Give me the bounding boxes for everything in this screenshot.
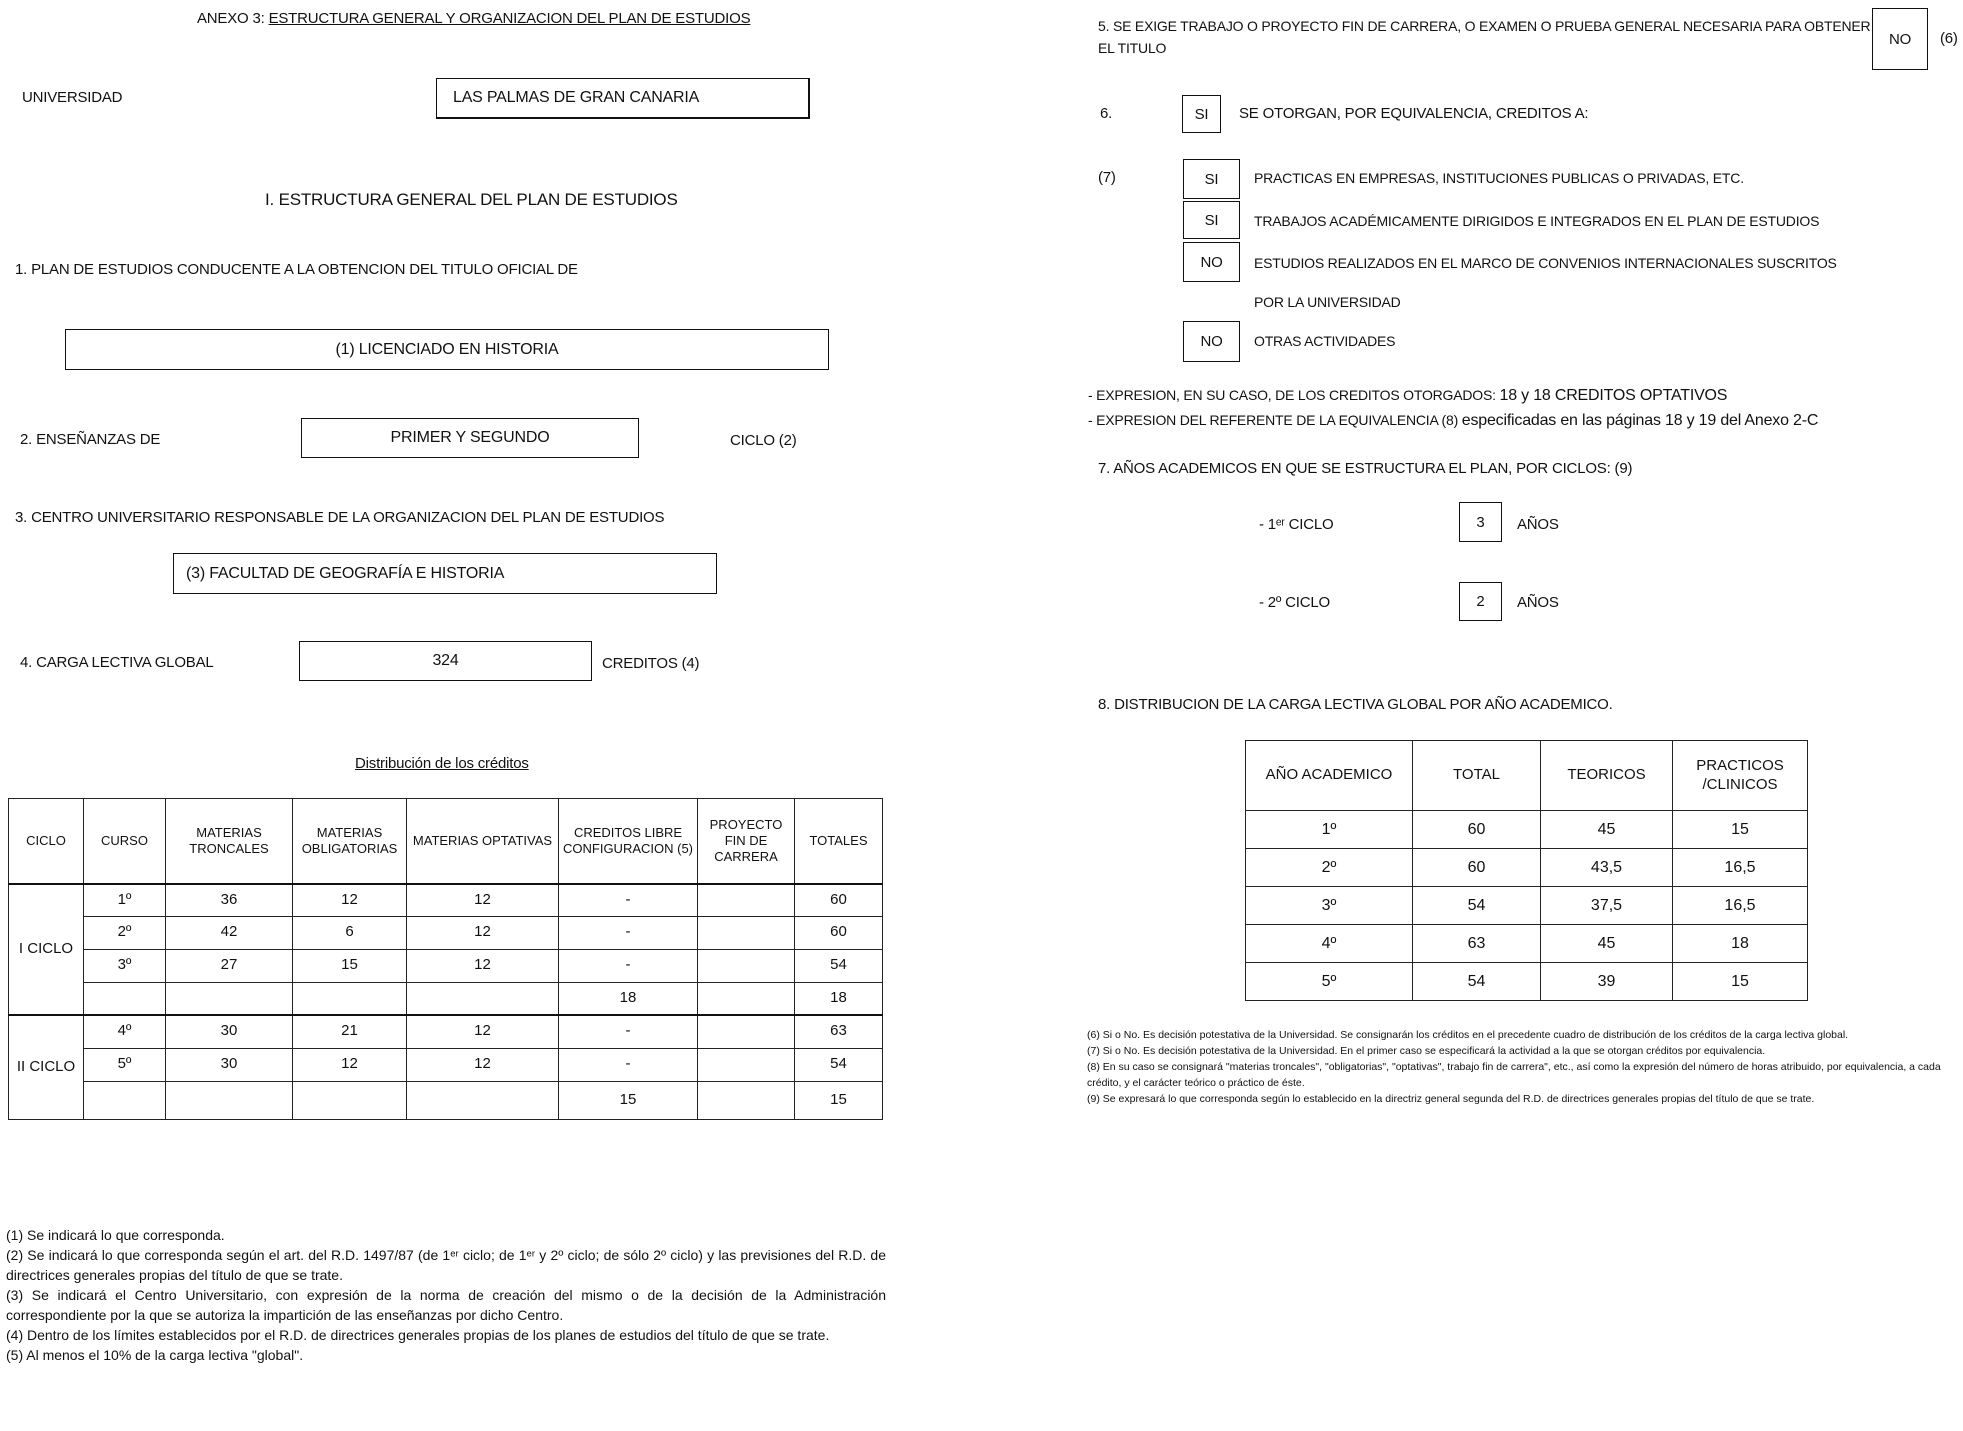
annex-title xyxy=(197,10,750,27)
table-row xyxy=(1246,887,1808,925)
table-row xyxy=(9,884,883,916)
footnote-3: (3) Se indicará el Centro Universitario, con expresión de la norma de creación del mismo o de la decisión de la Administración correspondiente por la que se autoriza la impartición de las enseñanzas por dicho Centro. xyxy=(6,1287,886,1323)
table-row xyxy=(9,916,883,949)
credits-field xyxy=(299,641,592,681)
item5-value-box xyxy=(1872,8,1928,70)
footnote-7: (7) Si o No. Es decisión potestativa de la Universidad. En el primer caso se especificará la actividad a la que se otorgan créditos por equivalencia. xyxy=(1087,1045,1766,1057)
proyecto-cell xyxy=(698,916,795,949)
item6-number: 6. xyxy=(1100,105,1113,122)
item4-suffix: CREDITOS (4) xyxy=(602,655,700,672)
troncales-cell: 42 xyxy=(166,916,293,949)
teoricos-cell: 45 xyxy=(1541,925,1673,963)
teoricos-cell: 39 xyxy=(1541,963,1673,1001)
cycle2-value: 2 xyxy=(1476,593,1485,610)
troncales-cell xyxy=(166,982,293,1015)
col-header-teoricos: TEORICOS xyxy=(1541,741,1673,811)
year-cell: 4º xyxy=(1246,925,1413,963)
col-header-obligatorias: MATERIAS OBLIGATORIAS xyxy=(293,799,407,885)
curso-cell xyxy=(84,1081,166,1119)
libre-cell: - xyxy=(559,1048,698,1081)
table-row xyxy=(1246,811,1808,849)
col-header-practicos: PRACTICOS /CLINICOS xyxy=(1673,741,1808,811)
section-title: I. ESTRUCTURA GENERAL DEL PLAN DE ESTUDIOS xyxy=(265,190,678,209)
teoricos-cell: 37,5 xyxy=(1541,887,1673,925)
col-header-year: AÑO ACADEMICO xyxy=(1246,741,1413,811)
option-3-value: NO xyxy=(1200,253,1223,271)
col-header-total: TOTAL xyxy=(1413,741,1541,811)
table-row xyxy=(9,1015,883,1048)
practicos-cell: 18 xyxy=(1673,925,1808,963)
totales-cell: 54 xyxy=(795,949,883,982)
credits-value: 324 xyxy=(432,652,459,669)
footnote-9: (9) Se expresará lo que corresponda según lo establecido en la directriz general segunda del R.D. de directrices generales propias del título de que se trate. xyxy=(1087,1093,1815,1105)
practicos-cell: 16,5 xyxy=(1673,887,1808,925)
totales-cell: 18 xyxy=(795,982,883,1015)
troncales-cell: 30 xyxy=(166,1048,293,1081)
cycles-field xyxy=(301,418,639,458)
proyecto-cell xyxy=(698,1048,795,1081)
footnote-4: (4) Dentro de los límites establecidos por el R.D. de directrices generales propias de los planes de estudios del título de que se trate. xyxy=(6,1327,830,1343)
distribution-title: Distribución de los créditos xyxy=(355,755,529,772)
proyecto-cell xyxy=(698,884,795,916)
obligatorias-cell: 15 xyxy=(293,949,407,982)
cycle1-value: 3 xyxy=(1476,513,1485,531)
proyecto-cell xyxy=(698,1015,795,1048)
troncales-cell: 30 xyxy=(166,1015,293,1048)
cycle1-box xyxy=(1459,502,1502,542)
troncales-cell: 36 xyxy=(166,884,293,916)
item5-note: (6) xyxy=(1940,30,1958,47)
curso-cell: 2º xyxy=(84,916,166,949)
col-header-curso: CURSO xyxy=(84,799,166,885)
item2-suffix: CICLO (2) xyxy=(730,432,797,449)
option-3-box xyxy=(1183,242,1240,282)
total-cell: 60 xyxy=(1413,811,1541,849)
year-distribution-table xyxy=(1245,740,1808,1001)
optativas-cell: 12 xyxy=(407,949,559,982)
libre-cell: - xyxy=(559,916,698,949)
libre-cell: 18 xyxy=(559,982,698,1015)
practicos-cell: 16,5 xyxy=(1673,849,1808,887)
option-4-value: NO xyxy=(1200,333,1223,350)
option-2-value: SI xyxy=(1204,211,1219,229)
item6-label: SE OTORGAN, POR EQUIVALENCIA, CREDITOS A: xyxy=(1239,105,1589,122)
totales-cell: 54 xyxy=(795,1048,883,1081)
option-3-label-2: POR LA UNIVERSIDAD xyxy=(1254,294,1401,310)
troncales-cell xyxy=(166,1081,293,1119)
year-cell: 5º xyxy=(1246,963,1413,1001)
option-2-label: TRABAJOS ACADÉMICAMENTE DIRIGIDOS E INTEGRADOS EN EL PLAN DE ESTUDIOS xyxy=(1254,213,1820,229)
expr1-value: 18 y 18 CREDITOS OPTATIVOS xyxy=(1499,387,1728,404)
col-header-optativas: MATERIAS OPTATIVAS xyxy=(407,799,559,885)
practicos-cell: 15 xyxy=(1673,963,1808,1001)
curso-cell xyxy=(84,982,166,1015)
degree-field xyxy=(65,329,829,370)
proyecto-cell xyxy=(698,949,795,982)
item8-label: 8. DISTRIBUCION DE LA CARGA LECTIVA GLOBAL POR AÑO ACADEMICO. xyxy=(1098,696,1613,713)
optativas-cell: 12 xyxy=(407,884,559,916)
table-header-row xyxy=(9,799,883,885)
curso-cell: 3º xyxy=(84,949,166,982)
item6-value: SI xyxy=(1194,105,1209,123)
year-cell: 1º xyxy=(1246,811,1413,849)
cycle2-box xyxy=(1459,582,1502,621)
expr2-label: - EXPRESION DEL REFERENTE DE LA EQUIVALENCIA (8) xyxy=(1088,412,1459,428)
col-header-proyecto: PROYECTO FIN DE CARRERA xyxy=(698,799,795,885)
curso-cell: 5º xyxy=(84,1048,166,1081)
table-header-row xyxy=(1246,741,1808,811)
curso-cell: 1º xyxy=(84,884,166,916)
table-row xyxy=(1246,925,1808,963)
table-row xyxy=(1246,849,1808,887)
teoricos-cell: 43,5 xyxy=(1541,849,1673,887)
annex-prefix: ANEXO 3: xyxy=(197,10,265,27)
footnote-1: (1) Se indicará lo que corresponda. xyxy=(6,1227,225,1243)
ciclo-cell: I CICLO xyxy=(9,884,84,1015)
col-header-ciclo: CICLO xyxy=(9,799,84,885)
total-cell: 54 xyxy=(1413,887,1541,925)
year-cell: 2º xyxy=(1246,849,1413,887)
obligatorias-cell xyxy=(293,982,407,1015)
degree-value: (1) LICENCIADO EN HISTORIA xyxy=(335,340,559,358)
footnote-6: (6) Si o No. Es decisión potestativa de la Universidad. Se consignarán los créditos en el precedente cuadro de distribución de los créditos de la carga lectiva global. xyxy=(1087,1029,1849,1041)
cycle1-unit: AÑOS xyxy=(1517,516,1559,533)
col-header-troncales: MATERIAS TRONCALES xyxy=(166,799,293,885)
expr2 xyxy=(1088,412,1818,430)
item7-label: 7. AÑOS ACADEMICOS EN QUE SE ESTRUCTURA EL PLAN, POR CICLOS: (9) xyxy=(1098,460,1633,477)
table-row xyxy=(9,1081,883,1119)
totales-cell: 63 xyxy=(795,1015,883,1048)
item3-label: 3. CENTRO UNIVERSITARIO RESPONSABLE DE LA ORGANIZACION DEL PLAN DE ESTUDIOS xyxy=(15,509,665,526)
university-label: UNIVERSIDAD xyxy=(22,89,123,106)
optativas-cell: 12 xyxy=(407,916,559,949)
libre-cell: - xyxy=(559,1015,698,1048)
col-header-libre: CREDITOS LIBRE CONFIGURACION (5) xyxy=(559,799,698,885)
option-4-label: OTRAS ACTIVIDADES xyxy=(1254,333,1396,349)
table-row xyxy=(9,982,883,1015)
libre-cell: 15 xyxy=(559,1081,698,1119)
item5-line2: EL TITULO xyxy=(1098,40,1167,56)
table-row xyxy=(1246,963,1808,1001)
obligatorias-cell xyxy=(293,1081,407,1119)
obligatorias-cell: 12 xyxy=(293,884,407,916)
optativas-cell: 12 xyxy=(407,1048,559,1081)
cycle1-label: - 1ᵉʳ CICLO xyxy=(1259,516,1334,533)
item5-line1: 5. SE EXIGE TRABAJO O PROYECTO FIN DE CARRERA, O EXAMEN O PRUEBA GENERAL NECESARIA PARA OBTENER xyxy=(1098,18,1871,34)
totales-cell: 60 xyxy=(795,916,883,949)
proyecto-cell xyxy=(698,982,795,1015)
troncales-cell: 27 xyxy=(166,949,293,982)
optativas-cell xyxy=(407,1081,559,1119)
expr2-value: especificadas en las páginas 18 y 19 del Anexo 2-C xyxy=(1461,412,1819,429)
obligatorias-cell: 21 xyxy=(293,1015,407,1048)
item1-label: 1. PLAN DE ESTUDIOS CONDUCENTE A LA OBTENCION DEL TITULO OFICIAL DE xyxy=(15,261,578,278)
option-1-box xyxy=(1183,159,1240,199)
libre-cell: - xyxy=(559,949,698,982)
item4-label: 4. CARGA LECTIVA GLOBAL xyxy=(20,654,214,671)
item6-value-box xyxy=(1182,95,1221,133)
option-3-label: ESTUDIOS REALIZADOS EN EL MARCO DE CONVENIOS INTERNACIONALES SUSCRITOS xyxy=(1254,255,1837,271)
year-cell: 3º xyxy=(1246,887,1413,925)
item6-note: (7) xyxy=(1098,169,1116,186)
university-field xyxy=(436,78,810,119)
footnote-2: (2) Se indicará lo que corresponda según el art. del R.D. 1497/87 (de 1ᵉʳ ciclo; de 1ᵉʳ y 2º ciclo; de sólo 2º ciclo) y las previsiones del R.D. de directrices generales propias del título de que se trate. xyxy=(6,1247,886,1283)
totales-cell: 60 xyxy=(795,884,883,916)
footnote-5: (5) Al menos el 10% de la carga lectiva "global". xyxy=(6,1347,304,1363)
option-1-value: SI xyxy=(1204,170,1219,188)
cycles-value: PRIMER Y SEGUNDO xyxy=(390,429,550,446)
footnotes-left xyxy=(6,1225,886,1365)
expr1 xyxy=(1088,387,1727,405)
practicos-cell: 15 xyxy=(1673,811,1808,849)
total-cell: 54 xyxy=(1413,963,1541,1001)
option-1-label: PRACTICAS EN EMPRESAS, INSTITUCIONES PUBLICAS O PRIVADAS, ETC. xyxy=(1254,170,1744,186)
proyecto-cell xyxy=(698,1081,795,1119)
ciclo-cell: II CICLO xyxy=(9,1015,84,1119)
footnote-8: (8) En su caso se consignará "materias troncales", "obligatorias", "optativas", trabajo fin de carrera", etc., así como la expresión del número de horas atribuido, por equivalencia, a cada crédito, y el carácter teórico o práctico de éste. xyxy=(1087,1061,1941,1089)
credit-distribution-table xyxy=(8,798,883,1120)
footnotes-right xyxy=(1087,1027,1957,1107)
university-value: LAS PALMAS DE GRAN CANARIA xyxy=(453,89,700,106)
cycle2-unit: AÑOS xyxy=(1517,594,1559,611)
totales-cell: 15 xyxy=(795,1081,883,1119)
total-cell: 63 xyxy=(1413,925,1541,963)
obligatorias-cell: 6 xyxy=(293,916,407,949)
obligatorias-cell: 12 xyxy=(293,1048,407,1081)
teoricos-cell: 45 xyxy=(1541,811,1673,849)
centre-field xyxy=(173,553,717,594)
total-cell: 60 xyxy=(1413,849,1541,887)
option-2-box xyxy=(1183,201,1240,239)
item5-value: NO xyxy=(1888,30,1912,48)
col-header-totales: TOTALES xyxy=(795,799,883,885)
libre-cell: - xyxy=(559,884,698,916)
optativas-cell xyxy=(407,982,559,1015)
table-row xyxy=(9,1048,883,1081)
optativas-cell: 12 xyxy=(407,1015,559,1048)
expr1-label: - EXPRESION, EN SU CASO, DE LOS CREDITOS OTORGADOS: xyxy=(1088,387,1496,403)
table-row xyxy=(9,949,883,982)
cycle2-label: - 2º CICLO xyxy=(1259,594,1330,611)
option-4-box xyxy=(1183,321,1240,362)
curso-cell: 4º xyxy=(84,1015,166,1048)
annex-title-text: ESTRUCTURA GENERAL Y ORGANIZACION DEL PLAN DE ESTUDIOS xyxy=(268,10,751,27)
centre-value: (3) FACULTAD DE GEOGRAFÍA E HISTORIA xyxy=(186,564,505,582)
item2-label: 2. ENSEÑANZAS DE xyxy=(20,431,161,448)
